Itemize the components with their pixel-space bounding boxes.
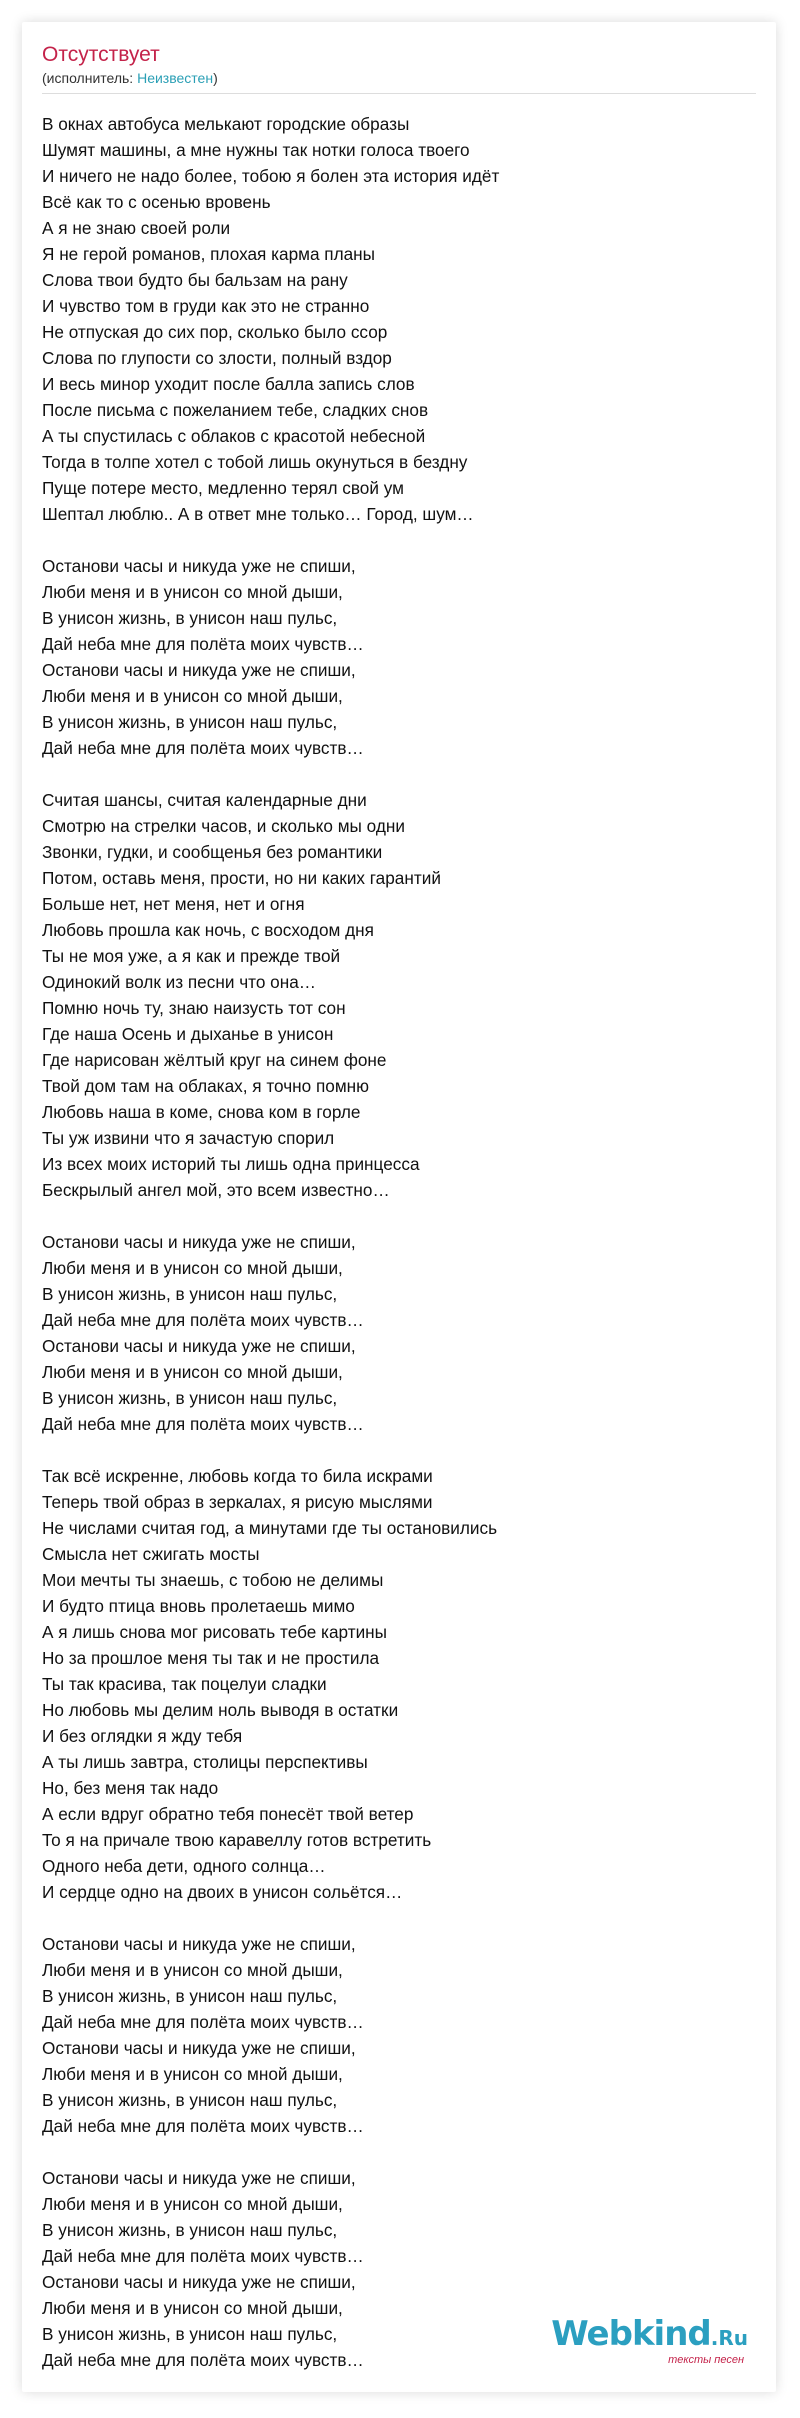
- lyrics-line: Смысла нет сжигать мосты: [42, 1544, 260, 1564]
- lyrics-line: Люби меня и в унисон со мной дыши,: [42, 1960, 343, 1980]
- logo-tagline: тексты песен: [668, 2354, 744, 2366]
- lyrics-line: И весь минор уходит после балла запись слов: [42, 374, 415, 394]
- lyrics-line: Теперь твой образ в зеркалах, я рисую мыслями: [42, 1492, 433, 1512]
- lyrics-line: Из всех моих историй ты лишь одна принцесса: [42, 1154, 420, 1174]
- lyrics-line: Останови часы и никуда уже не спиши,: [42, 660, 356, 680]
- lyrics-line: В унисон жизнь, в унисон наш пульс,: [42, 1284, 338, 1304]
- lyrics-line: Люби меня и в унисон со мной дыши,: [42, 686, 343, 706]
- lyrics-line: Слова по глупости со злости, полный вздор: [42, 348, 392, 368]
- lyrics-line: Дай неба мне для полёта моих чувств…: [42, 2012, 364, 2032]
- lyrics-line: Бескрылый ангел мой, это всем известно…: [42, 1180, 390, 1200]
- logo-tld: .Ru: [710, 2326, 748, 2350]
- lyrics-line: В унисон жизнь, в унисон наш пульс,: [42, 2090, 338, 2110]
- lyrics-line: В унисон жизнь, в унисон наш пульс,: [42, 1388, 338, 1408]
- lyrics-line: Твой дом там на облаках, я точно помню: [42, 1076, 370, 1096]
- lyrics-line: В унисон жизнь, в унисон наш пульс,: [42, 1986, 338, 2006]
- lyrics-line: Тогда в толпе хотел с тобой лишь окунуться в бездну: [42, 452, 468, 472]
- lyrics-line: Ты не моя уже, а я как и прежде твой: [42, 946, 341, 966]
- lyrics-stanza: [42, 1463, 776, 1905]
- lyrics-line: Ты так красива, так поцелуи сладки: [42, 1674, 327, 1694]
- lyrics-line: Не числами считая год, а минутами где ты остановились: [42, 1518, 498, 1538]
- lyrics-line: Останови часы и никуда уже не спиши,: [42, 1336, 356, 1356]
- lyrics-line: В унисон жизнь, в унисон наш пульс,: [42, 608, 338, 628]
- lyrics-line: А я не знаю своей роли: [42, 218, 231, 238]
- lyrics-line: И ничего не надо более, тобою я болен эта история идёт: [42, 166, 500, 186]
- lyrics-body: [22, 94, 776, 2373]
- lyrics-line: Но, без меня так надо: [42, 1778, 219, 1798]
- lyrics-line: Смотрю на стрелки часов, и сколько мы одни: [42, 816, 405, 836]
- lyrics-line: Одного неба дети, одного солнца…: [42, 1856, 326, 1876]
- lyrics-stanza: [42, 1931, 776, 2139]
- lyrics-line: Считая шансы, считая календарные дни: [42, 790, 367, 810]
- site-logo[interactable]: [551, 2316, 748, 2366]
- lyrics-line: Одинокий волк из песни что она…: [42, 972, 316, 992]
- lyrics-line: Всё как то с осенью вровень: [42, 192, 271, 212]
- lyrics-line: Ты уж извини что я зачастую спорил: [42, 1128, 335, 1148]
- song-title: Отсутствует: [42, 43, 160, 66]
- lyrics-line: Потом, оставь меня, прости, но ни каких гарантий: [42, 868, 441, 888]
- lyrics-line: Но любовь мы делим ноль выводя в остатки: [42, 1700, 399, 1720]
- performer-prefix: (исполнитель:: [42, 70, 138, 86]
- lyrics-line: Звонки, гудки, и сообщенья без романтики: [42, 842, 383, 862]
- song-header: [22, 22, 776, 87]
- lyrics-line: Останови часы и никуда уже не спиши,: [42, 2272, 356, 2292]
- lyrics-line: Останови часы и никуда уже не спиши,: [42, 1934, 356, 1954]
- lyrics-line: Люби меня и в унисон со мной дыши,: [42, 1258, 343, 1278]
- lyrics-line: Дай неба мне для полёта моих чувств…: [42, 2246, 364, 2266]
- lyrics-line: В унисон жизнь, в унисон наш пульс,: [42, 2220, 338, 2240]
- lyrics-line: Где нарисован жёлтый круг на синем фоне: [42, 1050, 387, 1070]
- lyrics-line: Любовь прошла как ночь, с восходом дня: [42, 920, 374, 940]
- lyrics-line: То я на причале твою каравеллу готов встретить: [42, 1830, 432, 1850]
- lyrics-line: И без оглядки я жду тебя: [42, 1726, 243, 1746]
- lyrics-line: Дай неба мне для полёта моих чувств…: [42, 2116, 364, 2136]
- lyrics-line: Дай неба мне для полёта моих чувств…: [42, 1414, 364, 1434]
- lyrics-line: Люби меня и в унисон со мной дыши,: [42, 2298, 343, 2318]
- performer-suffix: ): [213, 70, 218, 86]
- lyrics-line: Люби меня и в унисон со мной дыши,: [42, 2194, 343, 2214]
- performer-link[interactable]: Неизвестен: [137, 70, 214, 86]
- performer-line: [42, 69, 776, 87]
- lyrics-line: Так всё искренне, любовь когда то била искрами: [42, 1466, 433, 1486]
- lyrics-line: Слова твои будто бы бальзам на рану: [42, 270, 348, 290]
- lyrics-line: Больше нет, нет меня, нет и огня: [42, 894, 305, 914]
- lyrics-line: Дай неба мне для полёта моих чувств…: [42, 1310, 364, 1330]
- lyrics-line: А ты лишь завтра, столицы перспективы: [42, 1752, 368, 1772]
- lyrics-line: Останови часы и никуда уже не спиши,: [42, 556, 356, 576]
- lyrics-line: Дай неба мне для полёта моих чувств…: [42, 2350, 364, 2370]
- lyrics-line: Я не герой романов, плохая карма планы: [42, 244, 376, 264]
- lyrics-line: Люби меня и в унисон со мной дыши,: [42, 1362, 343, 1382]
- lyrics-line: В унисон жизнь, в унисон наш пульс,: [42, 712, 338, 732]
- lyrics-line: А ты спустилась с облаков с красотой небесной: [42, 426, 426, 446]
- logo-name: Webkind: [551, 2314, 711, 2354]
- lyrics-line: И будто птица вновь пролетаешь мимо: [42, 1596, 355, 1616]
- lyrics-line: Останови часы и никуда уже не спиши,: [42, 2038, 356, 2058]
- lyrics-stanza: [42, 111, 776, 527]
- lyrics-line: Останови часы и никуда уже не спиши,: [42, 1232, 356, 1252]
- lyrics-line: Помню ночь ту, знаю наизусть тот сон: [42, 998, 346, 1018]
- lyrics-line: Дай неба мне для полёта моих чувств…: [42, 738, 364, 758]
- lyrics-line: Но за прошлое меня ты так и не простила: [42, 1648, 380, 1668]
- lyrics-line: Шептал люблю.. А в ответ мне только… Город, шум…: [42, 504, 474, 524]
- lyrics-line: Не отпуская до сих пор, сколько было ссор: [42, 322, 388, 342]
- lyrics-line: Останови часы и никуда уже не спиши,: [42, 2168, 356, 2188]
- lyrics-line: А если вдруг обратно тебя понесёт твой ветер: [42, 1804, 414, 1824]
- lyrics-line: Где наша Осень и дыханье в унисон: [42, 1024, 334, 1044]
- lyrics-line: Мои мечты ты знаешь, с тобою не делимы: [42, 1570, 384, 1590]
- lyrics-stanza: [42, 553, 776, 761]
- lyrics-line: Любовь наша в коме, снова ком в горле: [42, 1102, 361, 1122]
- lyrics-card: [22, 22, 776, 2392]
- lyrics-line: Пуще потере место, медленно терял свой ум: [42, 478, 404, 498]
- lyrics-line: В унисон жизнь, в унисон наш пульс,: [42, 2324, 338, 2344]
- lyrics-line: В окнах автобуса мелькают городские образы: [42, 114, 410, 134]
- lyrics-line: Шумят машины, а мне нужны так нотки голоса твоего: [42, 140, 470, 160]
- lyrics-stanza: [42, 787, 776, 1203]
- lyrics-line: И сердце одно на двоих в унисон сольётся…: [42, 1882, 403, 1902]
- lyrics-line: После письма с пожеланием тебе, сладких снов: [42, 400, 429, 420]
- lyrics-line: И чувство том в груди как это не странно: [42, 296, 370, 316]
- lyrics-line: Люби меня и в унисон со мной дыши,: [42, 582, 343, 602]
- lyrics-line: А я лишь снова мог рисовать тебе картины: [42, 1622, 388, 1642]
- lyrics-line: Дай неба мне для полёта моих чувств…: [42, 634, 364, 654]
- lyrics-stanza: [42, 1229, 776, 1437]
- logo-wordmark: [551, 2316, 748, 2356]
- lyrics-line: Люби меня и в унисон со мной дыши,: [42, 2064, 343, 2084]
